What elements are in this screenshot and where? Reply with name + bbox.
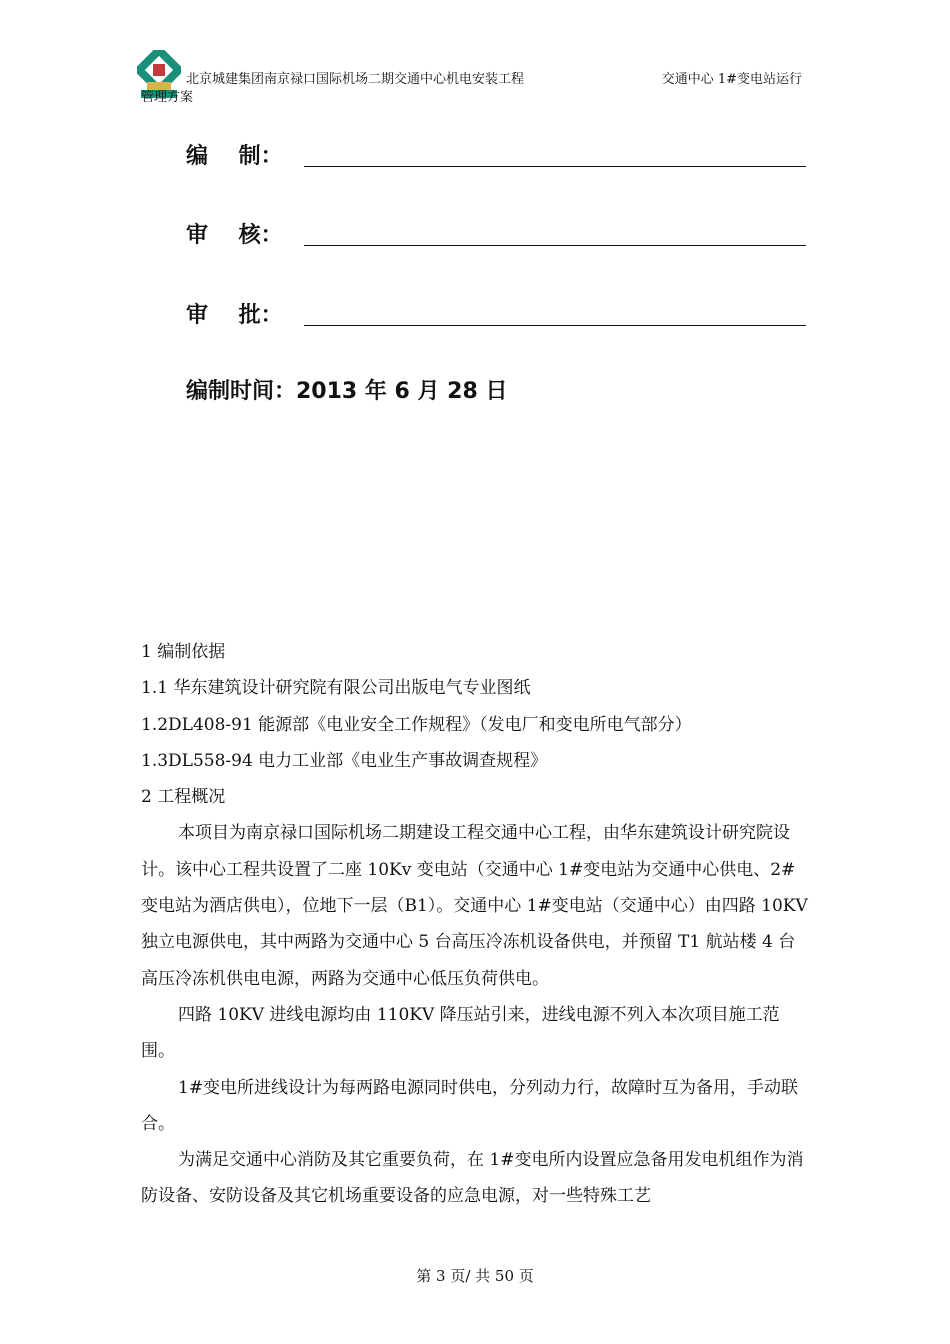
signoff-label: 审 核：: [186, 223, 283, 248]
reference-item: 1.3DL558-94 电力工业部《电业生产事故调查规程》: [141, 750, 548, 771]
signoff-row-approved: [186, 295, 806, 329]
compile-date: 编制时间：2013 年 6 月 28 日: [186, 379, 508, 404]
reference-item: 1.1 华东建筑设计研究院有限公司出版电气专业图纸: [141, 678, 531, 699]
paragraph: 为满足交通中心消防及其它重要负荷，在 1#变电所内设置应急备用发电机组作为消防设备、安防设备及其它机场重要设备的应急电源，对一些特殊工艺: [141, 1150, 804, 1207]
signature-line: [304, 245, 806, 246]
signoff-label: 审 批：: [186, 303, 283, 328]
paragraph: 四路 10KV 进线电源均由 110KV 降压站引来，进线电源不列入本次项目施工范围。: [141, 1004, 780, 1062]
signoff-row-prepared: [186, 136, 806, 170]
page-number: 第 3 页/ 共 50 页: [416, 1267, 534, 1285]
signature-line: [304, 325, 806, 326]
section-heading: 2 工程概况: [141, 787, 226, 808]
document-body: [141, 634, 811, 1215]
paragraph: 1#变电所进线设计为每两路电源同时供电，分列动力行，故障时互为备用，手动联合。: [141, 1077, 799, 1134]
header-doc-title: 交通中心 1#变电站运行: [661, 72, 802, 87]
reference-item: 1.2DL408-91 能源部《电业安全工作规程》（发电厂和变电所电气部分）: [141, 714, 692, 735]
signoff-label: 编 制：: [186, 144, 283, 169]
section-heading: 1 编制依据: [141, 642, 226, 662]
paragraph: 本项目为南京禄口国际机场二期建设工程交通中心工程，由华东建筑设计研究院设计。该中心工程共设置了二座 10Kv 变电站（交通中心 1#变电站为交通中心供电、2#变电站为酒店供电），位地下一层（B1）。交通中心 1#变电站（交通中心）由四路 10KV 独立电源供电，其中两路为交通中心 5 台高压冷冻机设备供电，并预留 T1 航站楼 4 台高压冷冻机供电电源，两路为交通中心低压负荷供电。: [141, 823, 808, 989]
signoff-row-reviewed: [186, 215, 806, 249]
header-doc-title-continued: 管理方案: [141, 90, 194, 105]
signature-line: [304, 166, 806, 167]
header-project-title: 北京城建集团南京禄口国际机场二期交通中心机电安装工程: [186, 72, 525, 87]
